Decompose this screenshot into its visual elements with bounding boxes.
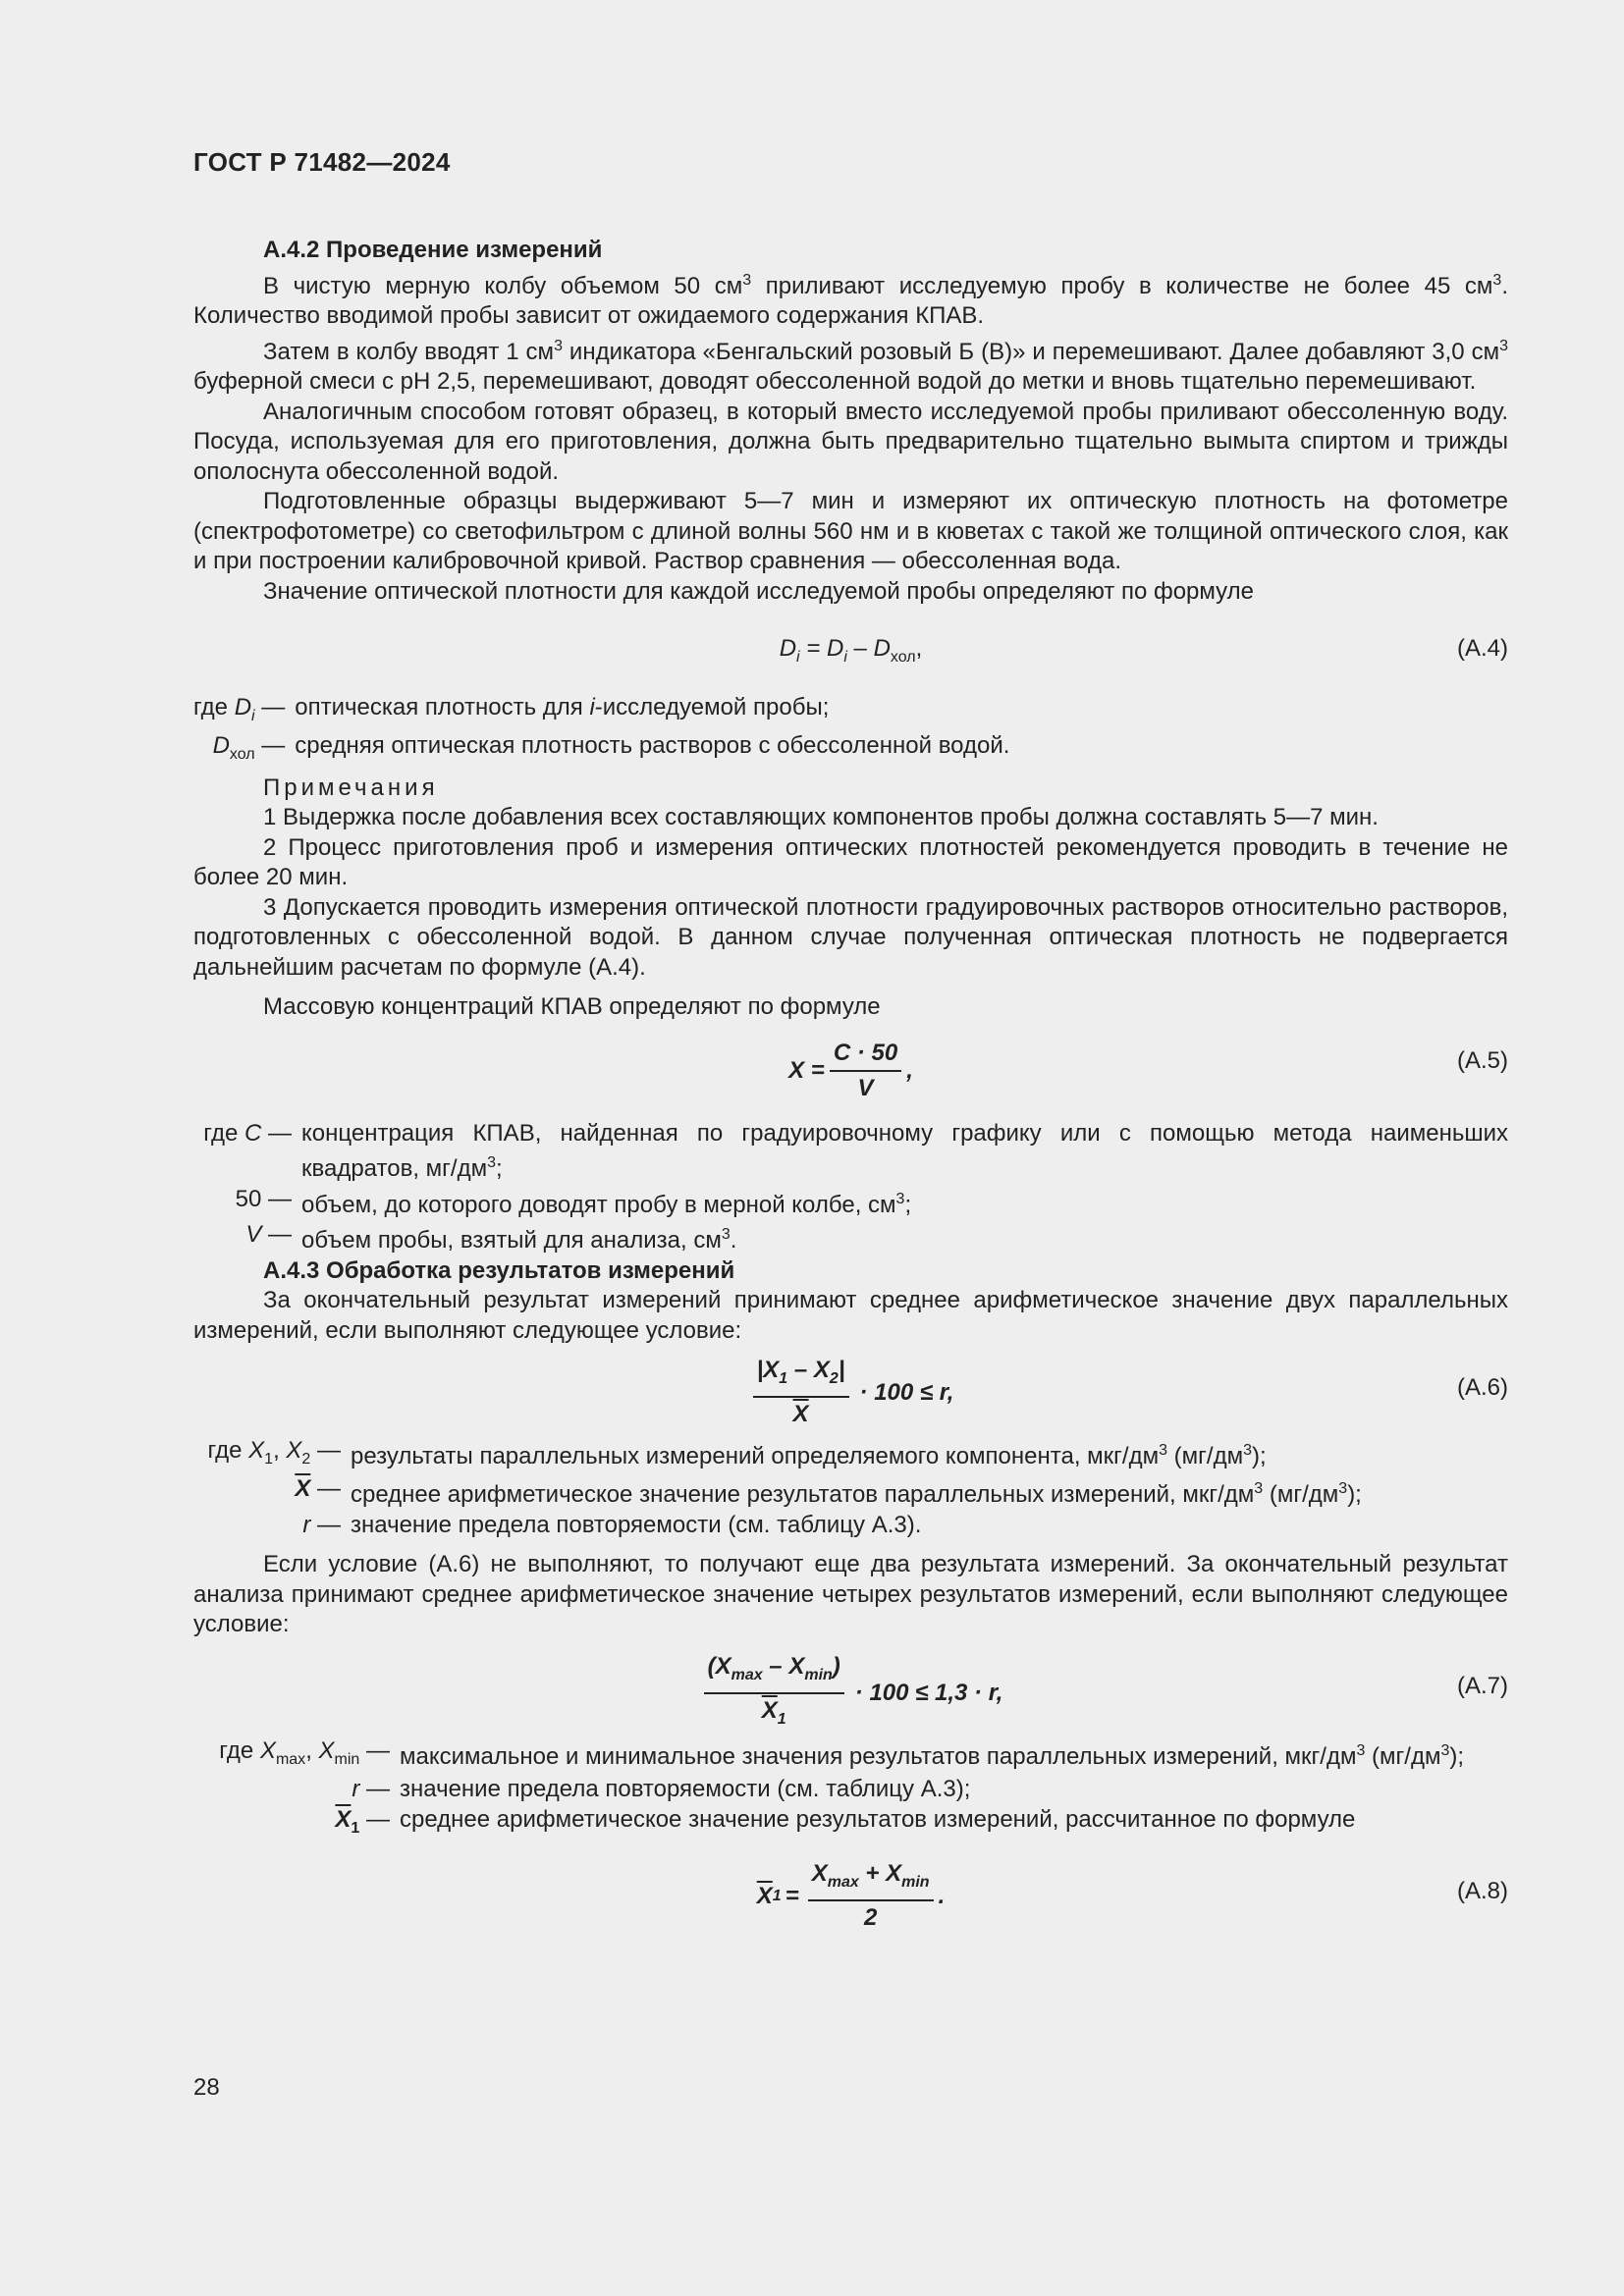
formula-a8: $\overline{X}$ 1 = $\frac{X_{max} + X_{min}}{2}$ . (А.8)	[756, 1859, 1508, 1932]
formula-number: (А.4)	[1456, 635, 1508, 662]
where-list-a6: где $X_1$, $X_2$ — результаты параллельных измерений определяемого компонента, мкг/$дм^3$ $(мг/дм^3)$; $\overline{X}$ — среднее арифметическое значение результатов параллельных измерений, мкг/$дм^3$ $(мг/дм^3)$; r — значение предела повторяемости (см. таблицу А.3).	[207, 1437, 1362, 1538]
paragraph: Значение оптической плотности для каждой исследуемой пробы определяют по формуле	[263, 577, 1254, 605]
paragraph: Если условие (А.6) не выполняют, то получают еще два результата измерений. За окончательный результат анализа принимают среднее арифметическое значение четырех результатов измерений, если выполняют следующее условие:	[193, 1551, 1508, 1638]
main-text	[193, 236, 1508, 1944]
paragraph: В чистую мерную колбу объемом 50 $см^3$ приливают исследуемую пробу в количестве не более 45 $см^3$. Количество вводимой пробы зависит от ожидаемого содержания КПАВ.	[193, 271, 1508, 329]
where-list-a7: где $X_{max}$, $X_{min}$ — максимальное и минимальное значения результатов параллельных измерений, мкг/$дм^3$ $(мг/дм^3)$; r — значение предела повторяемости (см. таблицу А.3); $\overline{X}_1$ — среднее арифметическое значение результатов измерений, рассчитанное по формуле	[219, 1736, 1465, 1837]
section-title-a43: А.4.3 Обработка результатов измерений	[263, 1256, 735, 1284]
formula-a5: X = $\frac{C \cdot 50}{V}$ , (А.5)	[788, 1039, 1508, 1102]
formula-a7: $\frac{(X_{max} - X_{min})}{\overline{X}_1}$ · 100 ≤ 1,3 · r, (А.7)	[193, 1646, 1508, 1736]
formula-number: (А.5)	[1456, 1046, 1508, 1074]
standard-header: ГОСТ Р 71482—2024	[193, 147, 451, 177]
paragraph: За окончательный результат измерений принимают среднее арифметическое значение двух параллельных измерений, если выполняют следующее условие:	[193, 1287, 1508, 1344]
formula-number: (А.8)	[1456, 1877, 1508, 1904]
formula-number: (А.7)	[1456, 1672, 1508, 1699]
note-3: 3 Допускается проводить измерения оптической плотности градуировочных растворов относительно растворов, подготовленных с обессоленной водой. В данном случае полученная оптическая плотность не подвергается дальнейшим расчетам по формуле (А.4).	[193, 893, 1508, 981]
paragraph: Массовую концентраций КПАВ определяют по формуле	[263, 993, 881, 1021]
formula-a4: $D_i = D_i - D_{хол}$, (А.4)	[779, 635, 1508, 666]
paragraph: Подготовленные образцы выдерживают 5—7 мин и измеряют их оптическую плотность на фотометре (спектрофотометре) со светофильтром с длиной волны 560 нм и в кюветах с такой же толщиной оптического слоя, как и при построении калибровочной кривой. Раствор сравнения — обессоленная вода.	[193, 488, 1508, 574]
page-number: 28	[193, 2074, 220, 2101]
note-2: 2 Процесс приготовления проб и измерения оптических плотностей рекомендуется проводить в течение не более 20 мин.	[193, 833, 1508, 891]
section-title-a42: А.4.2 Проведение измерений	[263, 237, 603, 263]
where-list-a4: где $D_i$ — оптическая плотность для i-исследуемой пробы; $D_{хол}$ — средняя оптическая плотность растворов с обессоленной водой.	[193, 694, 1010, 764]
where-list-a5: где C — концентрация КПАВ, найденная по градуировочному графику или с помощью метода наименьших квадратов, $мг/дм^3$; 50 — объем, до которого доводят пробу в мерной колбе, $см^3$; V — объем пробы, взятый для анализа, $см^3$.	[203, 1119, 1508, 1255]
formula-a6: $\frac{|X_1 - X_2|}{X}$ · 100 ≤ r, (А.6)	[193, 1352, 1508, 1436]
notes-title: Примечания	[263, 774, 439, 801]
paragraph: Затем в колбу вводят 1 $см^3$ индикатора «Бенгальский розовый Б (В)» и перемешивают. Далее добавляют 3,0 $см^3$ буферной смеси с pH 2,5, перемешивают, доводят обессоленной водой до метки и вновь тщательно перемешивают.	[193, 337, 1508, 395]
paragraph: Аналогичным способом готовят образец, в который вместо исследуемой пробы приливают обессоленную воду. Посуда, используемая для его приготовления, должна быть предварительно тщательно вымыта спиртом и трижды ополоснута обессоленной водой.	[193, 398, 1508, 485]
note-1: 1 Выдержка после добавления всех составляющих компонентов пробы должна составлять 5—7 мин.	[263, 804, 1379, 831]
formula-number: (А.6)	[1456, 1374, 1508, 1402]
